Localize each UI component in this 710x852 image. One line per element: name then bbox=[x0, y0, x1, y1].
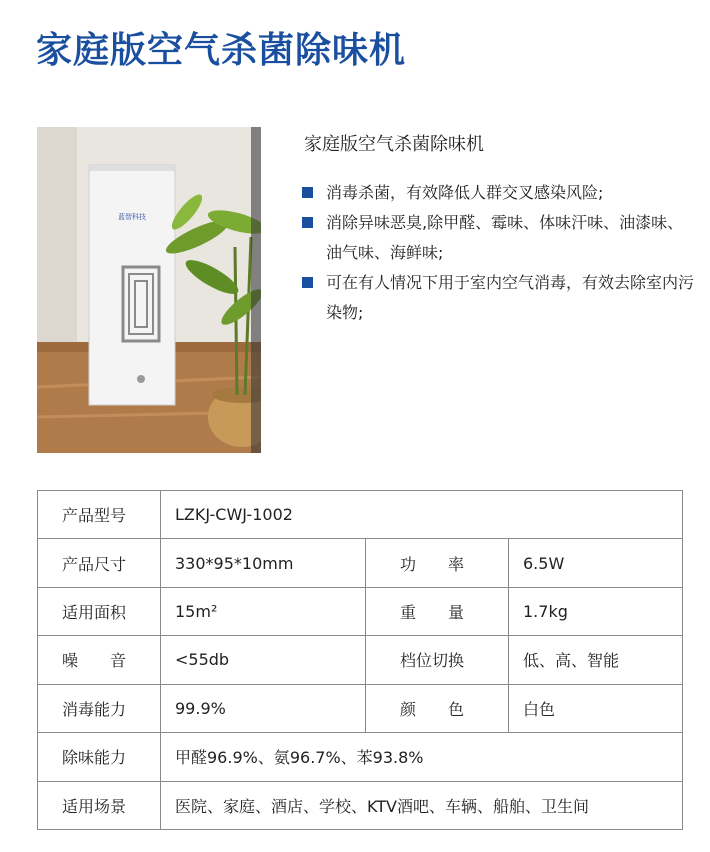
spec-label: 重 量 bbox=[366, 587, 509, 635]
table-row bbox=[38, 781, 683, 829]
spec-label: 颜 色 bbox=[366, 684, 509, 732]
feature-item bbox=[302, 208, 694, 268]
spec-value: 6.5W bbox=[509, 539, 683, 587]
table-row bbox=[38, 733, 683, 781]
spec-label: 产品尺寸 bbox=[38, 539, 161, 587]
table-row bbox=[38, 587, 683, 635]
product-photo bbox=[37, 127, 261, 453]
spec-label: 产品型号 bbox=[38, 491, 161, 539]
table-row bbox=[38, 636, 683, 684]
device-logo-text: 蓝智科技 bbox=[118, 213, 146, 221]
spec-value: 白色 bbox=[509, 684, 683, 732]
page-title: 家庭版空气杀菌除味机 bbox=[36, 30, 407, 71]
feature-list bbox=[302, 178, 694, 328]
spec-value: 医院、家庭、酒店、学校、KTV酒吧、车辆、船舶、卫生间 bbox=[161, 781, 683, 829]
spec-value: 99.9% bbox=[161, 684, 366, 732]
spec-value: LZKJ-CWJ-1002 bbox=[161, 491, 683, 539]
table-row bbox=[38, 539, 683, 587]
square-bullet-icon bbox=[302, 277, 313, 288]
spec-value: 低、高、智能 bbox=[509, 636, 683, 684]
feature-text: 可在有人情况下用于室内空气消毒，有效去除室内污染物; bbox=[326, 273, 695, 322]
spec-label: 除味能力 bbox=[38, 733, 161, 781]
spec-value: <55db bbox=[161, 636, 366, 684]
spec-value: 甲醛96.9%、氨96.7%、苯93.8% bbox=[161, 733, 683, 781]
feature-item bbox=[302, 268, 694, 328]
spec-label: 档位切换 bbox=[366, 636, 509, 684]
spec-label: 适用面积 bbox=[38, 587, 161, 635]
spec-value: 330*95*10mm bbox=[161, 539, 366, 587]
product-name: 家庭版空气杀菌除味机 bbox=[304, 134, 484, 155]
spec-label: 噪 音 bbox=[38, 636, 161, 684]
spec-table bbox=[37, 490, 683, 830]
feature-text: 消除异味恶臭,除甲醛、霉味、体味汗味、油漆味、油气味、海鲜味; bbox=[326, 213, 684, 262]
feature-text: 消毒杀菌，有效降低人群交叉感染风险; bbox=[326, 183, 604, 202]
feature-item bbox=[302, 178, 694, 208]
spec-label: 消毒能力 bbox=[38, 684, 161, 732]
spec-label: 适用场景 bbox=[38, 781, 161, 829]
spec-label: 功 率 bbox=[366, 539, 509, 587]
square-bullet-icon bbox=[302, 187, 313, 198]
spec-value: 1.7kg bbox=[509, 587, 683, 635]
table-row bbox=[38, 684, 683, 732]
square-bullet-icon bbox=[302, 217, 313, 228]
table-row bbox=[38, 491, 683, 539]
spec-value: 15m² bbox=[161, 587, 366, 635]
